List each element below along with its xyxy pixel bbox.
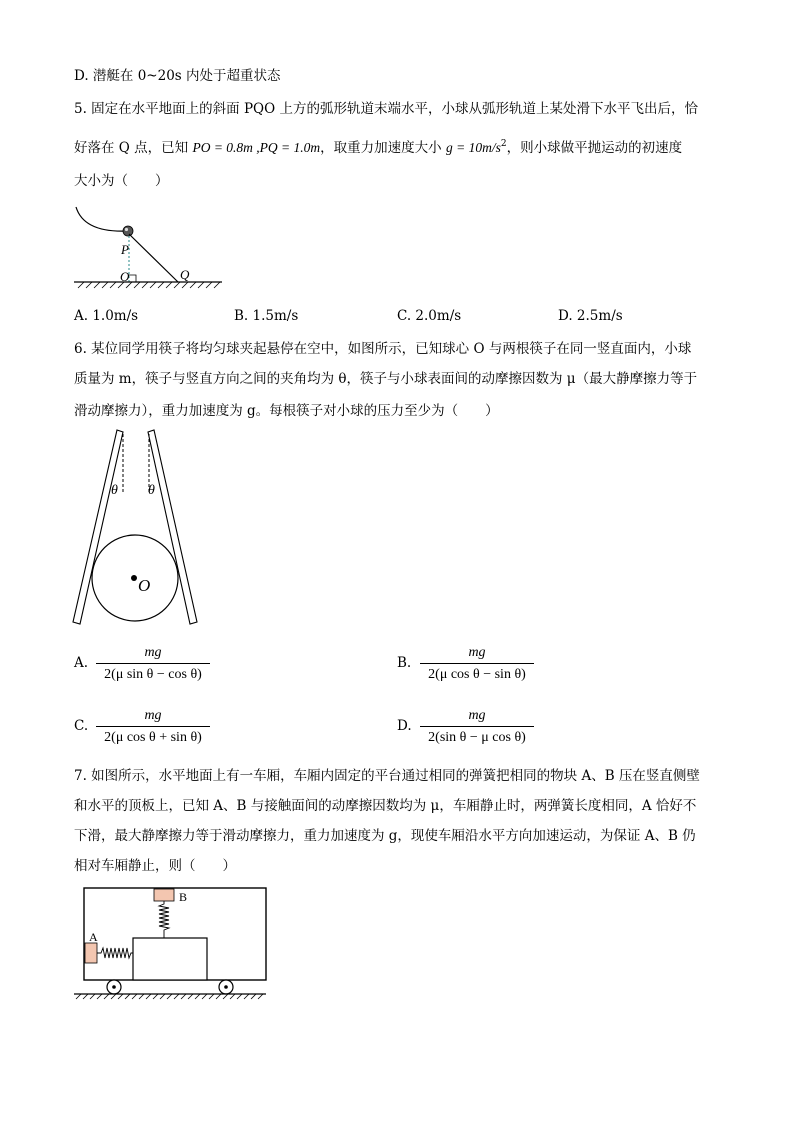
q5-gravity-exponent: 2 bbox=[500, 139, 507, 149]
q6-stem-line2: 质量为 m，筷子与竖直方向之间的夹角均为 θ，筷子与小球表面间的动摩擦因数为 μ（最大静摩擦力等于 bbox=[74, 371, 698, 387]
q7-ground-hatch bbox=[76, 994, 263, 999]
q6-option-d-letter[interactable]: D. bbox=[397, 718, 412, 734]
q6-option-a-numerator: mg bbox=[144, 645, 162, 660]
q6-option-c-numerator: mg bbox=[144, 708, 162, 723]
q7-wheel-right-axle bbox=[224, 985, 228, 989]
q7-block-a bbox=[85, 943, 97, 963]
q5-label-o: O bbox=[120, 269, 130, 284]
q5-stem-line2-c: ，则小球做平抛运动的初速度 bbox=[506, 140, 683, 156]
q6-option-b[interactable] bbox=[420, 644, 534, 684]
q6-option-b-denominator: 2(μ cos θ − sin θ) bbox=[428, 667, 526, 682]
q6-option-b-numerator: mg bbox=[468, 645, 486, 660]
q5-label-q: Q bbox=[180, 267, 190, 282]
q5-stem-line1: 5. 固定在水平地面上的斜面 PQO 上方的弧形轨道末端水平，小球从弧形轨道上某处滑下水平飞出后，恰 bbox=[74, 101, 698, 117]
q5-right-angle bbox=[129, 275, 136, 282]
q5-stem-line3: 大小为（ ） bbox=[74, 173, 169, 189]
q5-ball bbox=[123, 226, 133, 236]
q6-ball-center bbox=[131, 575, 137, 581]
q6-option-b-fraction-bar bbox=[420, 663, 534, 664]
q6-stem-line1: 6. 某位同学用筷子将均匀球夹起悬停在空中，如图所示，已知球心 O 与两根筷子在同一竖直面内，小球 bbox=[74, 341, 692, 357]
q6-option-c[interactable] bbox=[96, 707, 210, 747]
q5-gravity: g = 10m/s bbox=[445, 140, 501, 155]
q6-option-d-numerator: mg bbox=[468, 708, 486, 723]
q7-figure bbox=[70, 886, 270, 1000]
q7-platform bbox=[133, 938, 207, 980]
q5-option-d[interactable]: D. 2.5m/s bbox=[558, 308, 623, 324]
q5-given-lengths: PO = 0.8m ,PQ = 1.0m bbox=[192, 140, 321, 155]
q5-stem-line2-b: ，取重力加速度大小 bbox=[320, 140, 446, 156]
q7-label-b: B bbox=[179, 890, 188, 904]
q6-figure bbox=[68, 428, 208, 628]
q4-option-d: D. 潜艇在 0~20s 内处于超重状态 bbox=[74, 68, 281, 84]
q7-stem-line4: 相对车厢静止，则（ ） bbox=[74, 858, 236, 874]
q7-stem-line3: 下滑，最大静摩擦力等于滑动摩擦力，重力加速度为 g，现使车厢沿水平方向加速运动，为保证 A、B 仍 bbox=[74, 828, 696, 844]
q5-figure bbox=[70, 203, 230, 295]
q6-option-a-fraction-bar bbox=[96, 663, 210, 664]
q6-label-theta-right: θ bbox=[148, 483, 155, 498]
q5-ball-highlight bbox=[125, 228, 128, 231]
q6-option-b-letter[interactable]: B. bbox=[397, 655, 412, 671]
q5-ground-hatch bbox=[78, 282, 220, 288]
q6-option-c-fraction-bar bbox=[96, 726, 210, 727]
q6-label-theta-left: θ bbox=[111, 483, 118, 498]
q5-option-b[interactable]: B. 1.5m/s bbox=[234, 308, 299, 324]
q7-block-b bbox=[154, 889, 174, 901]
q5-stem-line2 bbox=[74, 135, 682, 157]
q7-wheel-left-axle bbox=[112, 985, 116, 989]
q6-option-d-fraction-bar bbox=[420, 726, 534, 727]
q6-option-d[interactable] bbox=[420, 707, 534, 747]
q5-arc-track bbox=[76, 207, 128, 231]
q7-stem-line2: 和水平的顶板上，已知 A、B 与接触面间的动摩擦因数均为 μ，车厢静止时，两弹簧长度相同，A 恰好不 bbox=[74, 798, 697, 814]
q6-option-c-letter[interactable]: C. bbox=[74, 718, 89, 734]
q6-label-o: O bbox=[138, 576, 151, 595]
q6-option-d-denominator: 2(sin θ − μ cos θ) bbox=[428, 730, 526, 745]
q6-option-a-denominator: 2(μ sin θ − cos θ) bbox=[104, 667, 202, 682]
q6-stem-line3: 滑动摩擦力），重力加速度为 g。每根筷子对小球的压力至少为（ ） bbox=[74, 403, 499, 419]
q5-option-a[interactable]: A. 1.0m/s bbox=[74, 308, 139, 324]
q5-label-p: P bbox=[121, 242, 129, 257]
q6-option-a-letter[interactable]: A. bbox=[74, 655, 89, 671]
q5-option-c[interactable]: C. 2.0m/s bbox=[397, 308, 462, 324]
q6-option-c-denominator: 2(μ cos θ + sin θ) bbox=[104, 730, 202, 745]
q6-option-a[interactable] bbox=[96, 644, 210, 684]
q7-label-a: A bbox=[89, 930, 98, 944]
q5-stem-line2-a: 好落在 Q 点，已知 bbox=[74, 140, 193, 156]
q7-stem-line1: 7. 如图所示，水平地面上有一车厢，车厢内固定的平台通过相同的弹簧把相同的物块 A、B 压在竖直侧壁 bbox=[74, 768, 700, 784]
